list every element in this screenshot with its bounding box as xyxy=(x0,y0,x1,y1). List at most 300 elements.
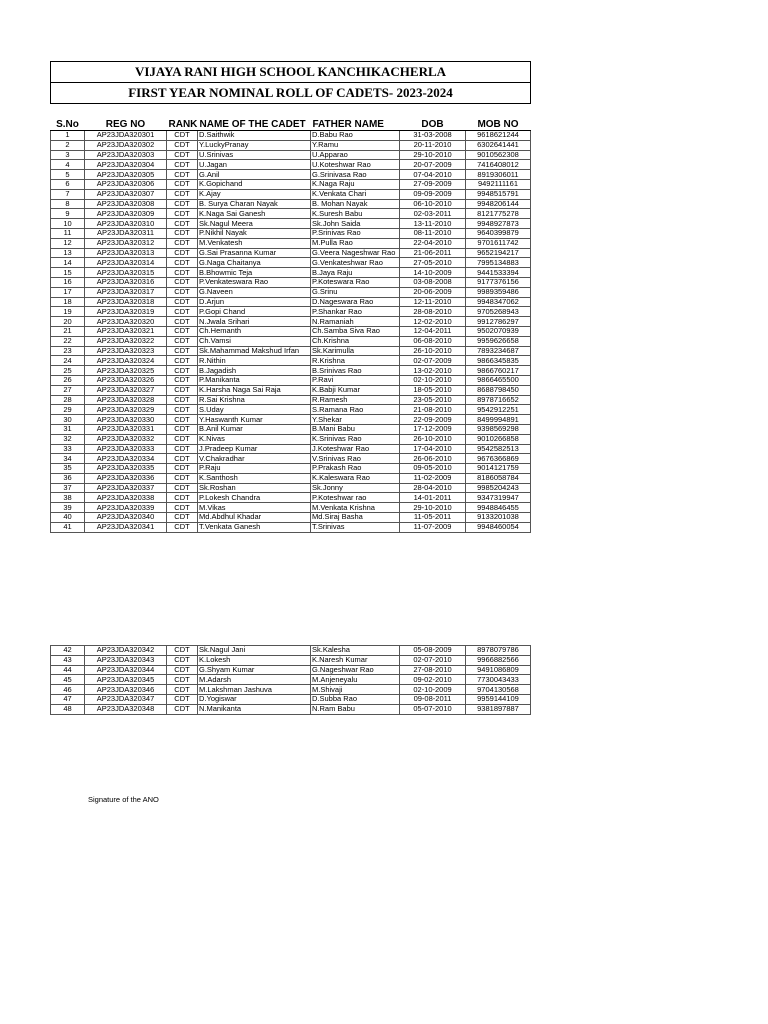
cell-reg-no: AP23JDA320323 xyxy=(85,346,167,356)
cell-sno: 32 xyxy=(51,434,85,444)
cell-reg-no: AP23JDA320317 xyxy=(85,287,167,297)
cell-mob-no: 8919306011 xyxy=(466,170,531,180)
cell-father-name: K.Srinivas Rao xyxy=(311,434,400,444)
cell-mob-no: 9912786297 xyxy=(466,317,531,327)
cell-dob: 17-12-2009 xyxy=(400,424,466,434)
cell-sno: 14 xyxy=(51,258,85,268)
table-row xyxy=(51,483,531,493)
document-title: FIRST YEAR NOMINAL ROLL OF CADETS- 2023-2024 xyxy=(51,82,530,103)
cell-dob: 26-10-2010 xyxy=(400,434,466,444)
cell-rank: CDT xyxy=(167,277,198,287)
cell-reg-no: AP23JDA320310 xyxy=(85,219,167,229)
column-header-name: NAME OF THE CADET xyxy=(198,115,311,131)
cell-dob: 02-07-2010 xyxy=(400,655,466,665)
cell-dob: 21-08-2010 xyxy=(400,405,466,415)
table-row xyxy=(51,287,531,297)
cell-dob: 09-08-2011 xyxy=(400,694,466,704)
table-row xyxy=(51,228,531,238)
cell-rank: CDT xyxy=(167,297,198,307)
cell-reg-no: AP23JDA320338 xyxy=(85,493,167,503)
cell-father-name: Sk.Kalesha xyxy=(311,646,400,656)
cell-rank: CDT xyxy=(167,375,198,385)
cell-rank: CDT xyxy=(167,150,198,160)
cell-dob: 27-09-2009 xyxy=(400,179,466,189)
cell-sno: 24 xyxy=(51,356,85,366)
cell-rank: CDT xyxy=(167,704,198,714)
cell-dob: 22-09-2009 xyxy=(400,415,466,425)
cell-rank: CDT xyxy=(167,209,198,219)
cell-mob-no: 7893234687 xyxy=(466,346,531,356)
cell-rank: CDT xyxy=(167,326,198,336)
cell-cadet-name: V.Chakradhar xyxy=(198,454,311,464)
cell-cadet-name: Y.LuckyPranay xyxy=(198,140,311,150)
cell-cadet-name: K.Naga Sai Ganesh xyxy=(198,209,311,219)
table-row xyxy=(51,248,531,258)
cell-mob-no: 9948460054 xyxy=(466,522,531,532)
cell-mob-no: 9502070939 xyxy=(466,326,531,336)
cell-sno: 2 xyxy=(51,140,85,150)
cell-reg-no: AP23JDA320304 xyxy=(85,160,167,170)
cell-reg-no: AP23JDA320302 xyxy=(85,140,167,150)
cell-dob: 27-05-2010 xyxy=(400,258,466,268)
column-header-dob: DOB xyxy=(400,115,466,131)
cell-cadet-name: K.Santhosh xyxy=(198,473,311,483)
cell-cadet-name: G.Naveen xyxy=(198,287,311,297)
cell-dob: 02-10-2009 xyxy=(400,685,466,695)
cell-father-name: Sk.Karimulla xyxy=(311,346,400,356)
cell-rank: CDT xyxy=(167,317,198,327)
cell-sno: 16 xyxy=(51,277,85,287)
cell-dob: 20-06-2009 xyxy=(400,287,466,297)
cell-mob-no: 9542912251 xyxy=(466,405,531,415)
cell-reg-no: AP23JDA320309 xyxy=(85,209,167,219)
cell-cadet-name: D.Yogiswar xyxy=(198,694,311,704)
table-row xyxy=(51,503,531,513)
cell-reg-no: AP23JDA320318 xyxy=(85,297,167,307)
cell-reg-no: AP23JDA320340 xyxy=(85,513,167,523)
cell-reg-no: AP23JDA320327 xyxy=(85,385,167,395)
table-row xyxy=(51,395,531,405)
table-row xyxy=(51,375,531,385)
cell-rank: CDT xyxy=(167,170,198,180)
cell-dob: 12-02-2010 xyxy=(400,317,466,327)
cell-reg-no: AP23JDA320331 xyxy=(85,424,167,434)
cell-sno: 7 xyxy=(51,189,85,199)
table-row xyxy=(51,326,531,336)
table-row xyxy=(51,655,531,665)
cell-cadet-name: Sk.Nagul Meera xyxy=(198,219,311,229)
column-header-rank: RANK xyxy=(167,115,198,131)
cell-dob: 02-03-2011 xyxy=(400,209,466,219)
cell-rank: CDT xyxy=(167,493,198,503)
cell-rank: CDT xyxy=(167,287,198,297)
cell-father-name: G.Srinivasa Rao xyxy=(311,170,400,180)
cell-cadet-name: R.Nithin xyxy=(198,356,311,366)
cell-sno: 9 xyxy=(51,209,85,219)
cell-mob-no: 9705268943 xyxy=(466,307,531,317)
cell-cadet-name: G.Anil xyxy=(198,170,311,180)
cell-rank: CDT xyxy=(167,522,198,532)
cell-father-name: M.Venkata Krishna xyxy=(311,503,400,513)
school-name: VIJAYA RANI HIGH SCHOOL KANCHIKACHERLA xyxy=(134,64,447,79)
cell-cadet-name: J.Pradeep Kumar xyxy=(198,444,311,454)
cell-cadet-name: Ch.Hemanth xyxy=(198,326,311,336)
table-row xyxy=(51,179,531,189)
cell-cadet-name: P.Raju xyxy=(198,464,311,474)
cell-dob: 08-11-2010 xyxy=(400,228,466,238)
cell-dob: 14-10-2009 xyxy=(400,268,466,278)
cell-reg-no: AP23JDA320337 xyxy=(85,483,167,493)
table-row xyxy=(51,307,531,317)
table-row xyxy=(51,424,531,434)
table-row xyxy=(51,189,531,199)
cell-rank: CDT xyxy=(167,405,198,415)
cell-father-name: G.Veera Nageshwar Rao xyxy=(311,248,400,258)
cell-sno: 23 xyxy=(51,346,85,356)
cell-cadet-name: B.Jagadish xyxy=(198,366,311,376)
cell-dob: 22-04-2010 xyxy=(400,238,466,248)
cell-sno: 40 xyxy=(51,513,85,523)
cell-father-name: R.Krishna xyxy=(311,356,400,366)
table-row xyxy=(51,219,531,229)
cell-reg-no: AP23JDA320314 xyxy=(85,258,167,268)
cell-mob-no: 9948927873 xyxy=(466,219,531,229)
cell-reg-no: AP23JDA320332 xyxy=(85,434,167,444)
cell-dob: 28-08-2010 xyxy=(400,307,466,317)
cell-mob-no: 9989359486 xyxy=(466,287,531,297)
cell-dob: 05-07-2010 xyxy=(400,704,466,714)
cell-dob: 14-01-2011 xyxy=(400,493,466,503)
cell-rank: CDT xyxy=(167,473,198,483)
cell-reg-no: AP23JDA320346 xyxy=(85,685,167,695)
cell-mob-no: 9010266858 xyxy=(466,434,531,444)
cell-mob-no: 9177376156 xyxy=(466,277,531,287)
cell-reg-no: AP23JDA320333 xyxy=(85,444,167,454)
cell-dob: 09-05-2010 xyxy=(400,464,466,474)
cell-cadet-name: M.Adarsh xyxy=(198,675,311,685)
cell-rank: CDT xyxy=(167,665,198,675)
cell-cadet-name: S.Uday xyxy=(198,405,311,415)
cell-father-name: Ch.Samba Siva Rao xyxy=(311,326,400,336)
cell-rank: CDT xyxy=(167,385,198,395)
table-row xyxy=(51,513,531,523)
cell-dob: 27-08-2010 xyxy=(400,665,466,675)
cell-dob: 02-10-2010 xyxy=(400,375,466,385)
cell-sno: 35 xyxy=(51,464,85,474)
cell-mob-no: 9959626658 xyxy=(466,336,531,346)
cell-sno: 6 xyxy=(51,179,85,189)
cell-reg-no: AP23JDA320311 xyxy=(85,228,167,238)
cell-rank: CDT xyxy=(167,646,198,656)
cell-reg-no: AP23JDA320348 xyxy=(85,704,167,714)
cell-cadet-name: M.Lakshman Jashuva xyxy=(198,685,311,695)
cell-cadet-name: U.Srinivas xyxy=(198,150,311,160)
cell-father-name: K.Suresh Babu xyxy=(311,209,400,219)
cell-mob-no: 9948515791 xyxy=(466,189,531,199)
cell-mob-no: 9014121759 xyxy=(466,464,531,474)
cell-dob: 05-08-2009 xyxy=(400,646,466,656)
cell-rank: CDT xyxy=(167,655,198,665)
cell-sno: 3 xyxy=(51,150,85,160)
nominal-roll-table-continued xyxy=(50,645,531,715)
cell-sno: 4 xyxy=(51,160,85,170)
table-row xyxy=(51,140,531,150)
cell-mob-no: 8688798450 xyxy=(466,385,531,395)
cell-cadet-name: K.Lokesh xyxy=(198,655,311,665)
cell-cadet-name: B. Surya Charan Nayak xyxy=(198,199,311,209)
cell-reg-no: AP23JDA320347 xyxy=(85,694,167,704)
cell-sno: 11 xyxy=(51,228,85,238)
cell-dob: 07-04-2010 xyxy=(400,170,466,180)
cell-father-name: P.Koteswara Rao xyxy=(311,277,400,287)
cell-dob: 21-06-2011 xyxy=(400,248,466,258)
table-row xyxy=(51,434,531,444)
cell-sno: 30 xyxy=(51,415,85,425)
cell-dob: 06-10-2010 xyxy=(400,199,466,209)
cell-rank: CDT xyxy=(167,248,198,258)
cell-mob-no: 7730043433 xyxy=(466,675,531,685)
cell-rank: CDT xyxy=(167,179,198,189)
cell-father-name: K.Kaleswara Rao xyxy=(311,473,400,483)
cell-sno: 38 xyxy=(51,493,85,503)
cell-mob-no: 9640399879 xyxy=(466,228,531,238)
cell-sno: 43 xyxy=(51,655,85,665)
table-row xyxy=(51,238,531,248)
cell-rank: CDT xyxy=(167,415,198,425)
cell-dob: 29-10-2010 xyxy=(400,150,466,160)
cell-dob: 28-04-2010 xyxy=(400,483,466,493)
cell-mob-no: 9985204243 xyxy=(466,483,531,493)
cell-dob: 12-11-2010 xyxy=(400,297,466,307)
table-row xyxy=(51,336,531,346)
cell-father-name: P.Prakash Rao xyxy=(311,464,400,474)
cell-rank: CDT xyxy=(167,356,198,366)
cell-reg-no: AP23JDA320339 xyxy=(85,503,167,513)
cell-cadet-name: N.Jwala Srihari xyxy=(198,317,311,327)
table-body-continued xyxy=(51,646,531,715)
cell-sno: 26 xyxy=(51,375,85,385)
cell-reg-no: AP23JDA320328 xyxy=(85,395,167,405)
cell-dob: 18-05-2010 xyxy=(400,385,466,395)
cell-sno: 25 xyxy=(51,366,85,376)
cell-mob-no: 9948206144 xyxy=(466,199,531,209)
cell-father-name: V.Srinivas Rao xyxy=(311,454,400,464)
cell-rank: CDT xyxy=(167,140,198,150)
cell-sno: 17 xyxy=(51,287,85,297)
table-row xyxy=(51,268,531,278)
cell-dob: 02-07-2009 xyxy=(400,356,466,366)
cell-reg-no: AP23JDA320344 xyxy=(85,665,167,675)
cell-cadet-name: P.Lokesh Chandra xyxy=(198,493,311,503)
cell-mob-no: 9381897887 xyxy=(466,704,531,714)
cell-mob-no: 7416408012 xyxy=(466,160,531,170)
table-body xyxy=(51,131,531,533)
cell-cadet-name: G.Sai Prasanna Kumar xyxy=(198,248,311,258)
cell-mob-no: 9966882566 xyxy=(466,655,531,665)
cell-sno: 44 xyxy=(51,665,85,675)
cell-mob-no: 9959144109 xyxy=(466,694,531,704)
cell-cadet-name: Sk.Roshan xyxy=(198,483,311,493)
cell-mob-no: 9542582513 xyxy=(466,444,531,454)
cell-cadet-name: Ch.Vamsi xyxy=(198,336,311,346)
cell-cadet-name: K.Ajay xyxy=(198,189,311,199)
cell-father-name: K.Babji Kumar xyxy=(311,385,400,395)
column-header-reg-no: REG NO xyxy=(85,115,167,131)
cell-father-name: K.Naresh Kumar xyxy=(311,655,400,665)
cell-mob-no: 9948347062 xyxy=(466,297,531,307)
cell-rank: CDT xyxy=(167,131,198,141)
cell-dob: 31-03-2008 xyxy=(400,131,466,141)
cell-mob-no: 8186058784 xyxy=(466,473,531,483)
cell-father-name: T.Srinivas xyxy=(311,522,400,532)
cell-rank: CDT xyxy=(167,219,198,229)
cell-rank: CDT xyxy=(167,307,198,317)
cell-rank: CDT xyxy=(167,258,198,268)
cell-reg-no: AP23JDA320312 xyxy=(85,238,167,248)
cell-reg-no: AP23JDA320334 xyxy=(85,454,167,464)
cell-dob: 13-02-2010 xyxy=(400,366,466,376)
cell-dob: 23-05-2010 xyxy=(400,395,466,405)
cell-cadet-name: D.Arjun xyxy=(198,297,311,307)
cell-rank: CDT xyxy=(167,189,198,199)
cell-father-name: D.Nageswara Rao xyxy=(311,297,400,307)
cell-cadet-name: P.Venkateswara Rao xyxy=(198,277,311,287)
cell-father-name: N.Ramaniah xyxy=(311,317,400,327)
cell-sno: 20 xyxy=(51,317,85,327)
cell-dob: 03-08-2008 xyxy=(400,277,466,287)
table-row xyxy=(51,258,531,268)
cell-mob-no: 8121775278 xyxy=(466,209,531,219)
cell-reg-no: AP23JDA320329 xyxy=(85,405,167,415)
cell-rank: CDT xyxy=(167,444,198,454)
table-row xyxy=(51,444,531,454)
cell-father-name: P.Ravi xyxy=(311,375,400,385)
cell-reg-no: AP23JDA320306 xyxy=(85,179,167,189)
signature-label: Signature of the ANO xyxy=(88,795,159,804)
cell-reg-no: AP23JDA320324 xyxy=(85,356,167,366)
table-row xyxy=(51,685,531,695)
cell-mob-no: 6302641441 xyxy=(466,140,531,150)
cell-sno: 39 xyxy=(51,503,85,513)
cell-cadet-name: G.Shyam Kumar xyxy=(198,665,311,675)
cell-cadet-name: Md.Abdhul Khadar xyxy=(198,513,311,523)
cell-rank: CDT xyxy=(167,434,198,444)
table-row xyxy=(51,150,531,160)
cell-mob-no: 9866760217 xyxy=(466,366,531,376)
cell-father-name: D.Babu Rao xyxy=(311,131,400,141)
cell-mob-no: 9704130568 xyxy=(466,685,531,695)
table-row xyxy=(51,317,531,327)
cell-rank: CDT xyxy=(167,268,198,278)
cell-reg-no: AP23JDA320307 xyxy=(85,189,167,199)
cell-dob: 09-02-2010 xyxy=(400,675,466,685)
cell-sno: 41 xyxy=(51,522,85,532)
cell-sno: 22 xyxy=(51,336,85,346)
cell-sno: 8 xyxy=(51,199,85,209)
table-row xyxy=(51,160,531,170)
cell-sno: 31 xyxy=(51,424,85,434)
cell-reg-no: AP23JDA320301 xyxy=(85,131,167,141)
table-row xyxy=(51,346,531,356)
cell-mob-no: 9866345835 xyxy=(466,356,531,366)
cell-reg-no: AP23JDA320316 xyxy=(85,277,167,287)
cell-sno: 1 xyxy=(51,131,85,141)
table-row xyxy=(51,415,531,425)
cell-father-name: M.Anjeneyalu xyxy=(311,675,400,685)
cell-mob-no: 9676366869 xyxy=(466,454,531,464)
cell-cadet-name: R.Sai Krishna xyxy=(198,395,311,405)
table-row xyxy=(51,675,531,685)
cell-mob-no: 9492111161 xyxy=(466,179,531,189)
cell-sno: 21 xyxy=(51,326,85,336)
cell-father-name: Ch.Krishna xyxy=(311,336,400,346)
cell-rank: CDT xyxy=(167,483,198,493)
cell-cadet-name: B.Anil Kumar xyxy=(198,424,311,434)
cell-sno: 27 xyxy=(51,385,85,395)
cell-dob: 11-02-2009 xyxy=(400,473,466,483)
cell-mob-no: 9652194217 xyxy=(466,248,531,258)
cell-father-name: Md.Siraj Basha xyxy=(311,513,400,523)
column-header-mob-no: MOB NO xyxy=(466,115,531,131)
cell-mob-no: 9701611742 xyxy=(466,238,531,248)
cell-dob: 12-04-2011 xyxy=(400,326,466,336)
cell-mob-no: 9441533394 xyxy=(466,268,531,278)
cell-rank: CDT xyxy=(167,346,198,356)
cell-dob: 17-04-2010 xyxy=(400,444,466,454)
table-row xyxy=(51,277,531,287)
cell-sno: 28 xyxy=(51,395,85,405)
cell-mob-no: 8978079786 xyxy=(466,646,531,656)
cell-cadet-name: T.Venkata Ganesh xyxy=(198,522,311,532)
cell-father-name: Y.Shekar xyxy=(311,415,400,425)
table-row xyxy=(51,665,531,675)
cell-cadet-name: Y.Haswanth Kumar xyxy=(198,415,311,425)
cell-father-name: Y.Ramu xyxy=(311,140,400,150)
cell-cadet-name: M.Vikas xyxy=(198,503,311,513)
cell-reg-no: AP23JDA320322 xyxy=(85,336,167,346)
cell-sno: 37 xyxy=(51,483,85,493)
cell-dob: 09-09-2009 xyxy=(400,189,466,199)
cell-sno: 15 xyxy=(51,268,85,278)
title-box xyxy=(50,61,531,104)
cell-mob-no: 9347319947 xyxy=(466,493,531,503)
cell-father-name: N.Ram Babu xyxy=(311,704,400,714)
cell-reg-no: AP23JDA320319 xyxy=(85,307,167,317)
cell-father-name: G.Nageshwar Rao xyxy=(311,665,400,675)
cell-cadet-name: P.Nikhil Nayak xyxy=(198,228,311,238)
table-row xyxy=(51,131,531,141)
table-header-row xyxy=(51,115,531,131)
cell-cadet-name: P.Manikanta xyxy=(198,375,311,385)
cell-father-name: B.Srinivas Rao xyxy=(311,366,400,376)
cell-rank: CDT xyxy=(167,675,198,685)
cell-dob: 26-10-2010 xyxy=(400,346,466,356)
cell-reg-no: AP23JDA320341 xyxy=(85,522,167,532)
cell-mob-no: 8499994891 xyxy=(466,415,531,425)
cell-mob-no: 9866465500 xyxy=(466,375,531,385)
cell-sno: 34 xyxy=(51,454,85,464)
cell-reg-no: AP23JDA320335 xyxy=(85,464,167,474)
cell-reg-no: AP23JDA320336 xyxy=(85,473,167,483)
cell-father-name: P.Koteshwar rao xyxy=(311,493,400,503)
table-row xyxy=(51,454,531,464)
cell-rank: CDT xyxy=(167,228,198,238)
table-row xyxy=(51,366,531,376)
cell-cadet-name: U.Jagan xyxy=(198,160,311,170)
cell-father-name: R.Ramesh xyxy=(311,395,400,405)
cell-father-name: P.Shankar Rao xyxy=(311,307,400,317)
cell-reg-no: AP23JDA320325 xyxy=(85,366,167,376)
